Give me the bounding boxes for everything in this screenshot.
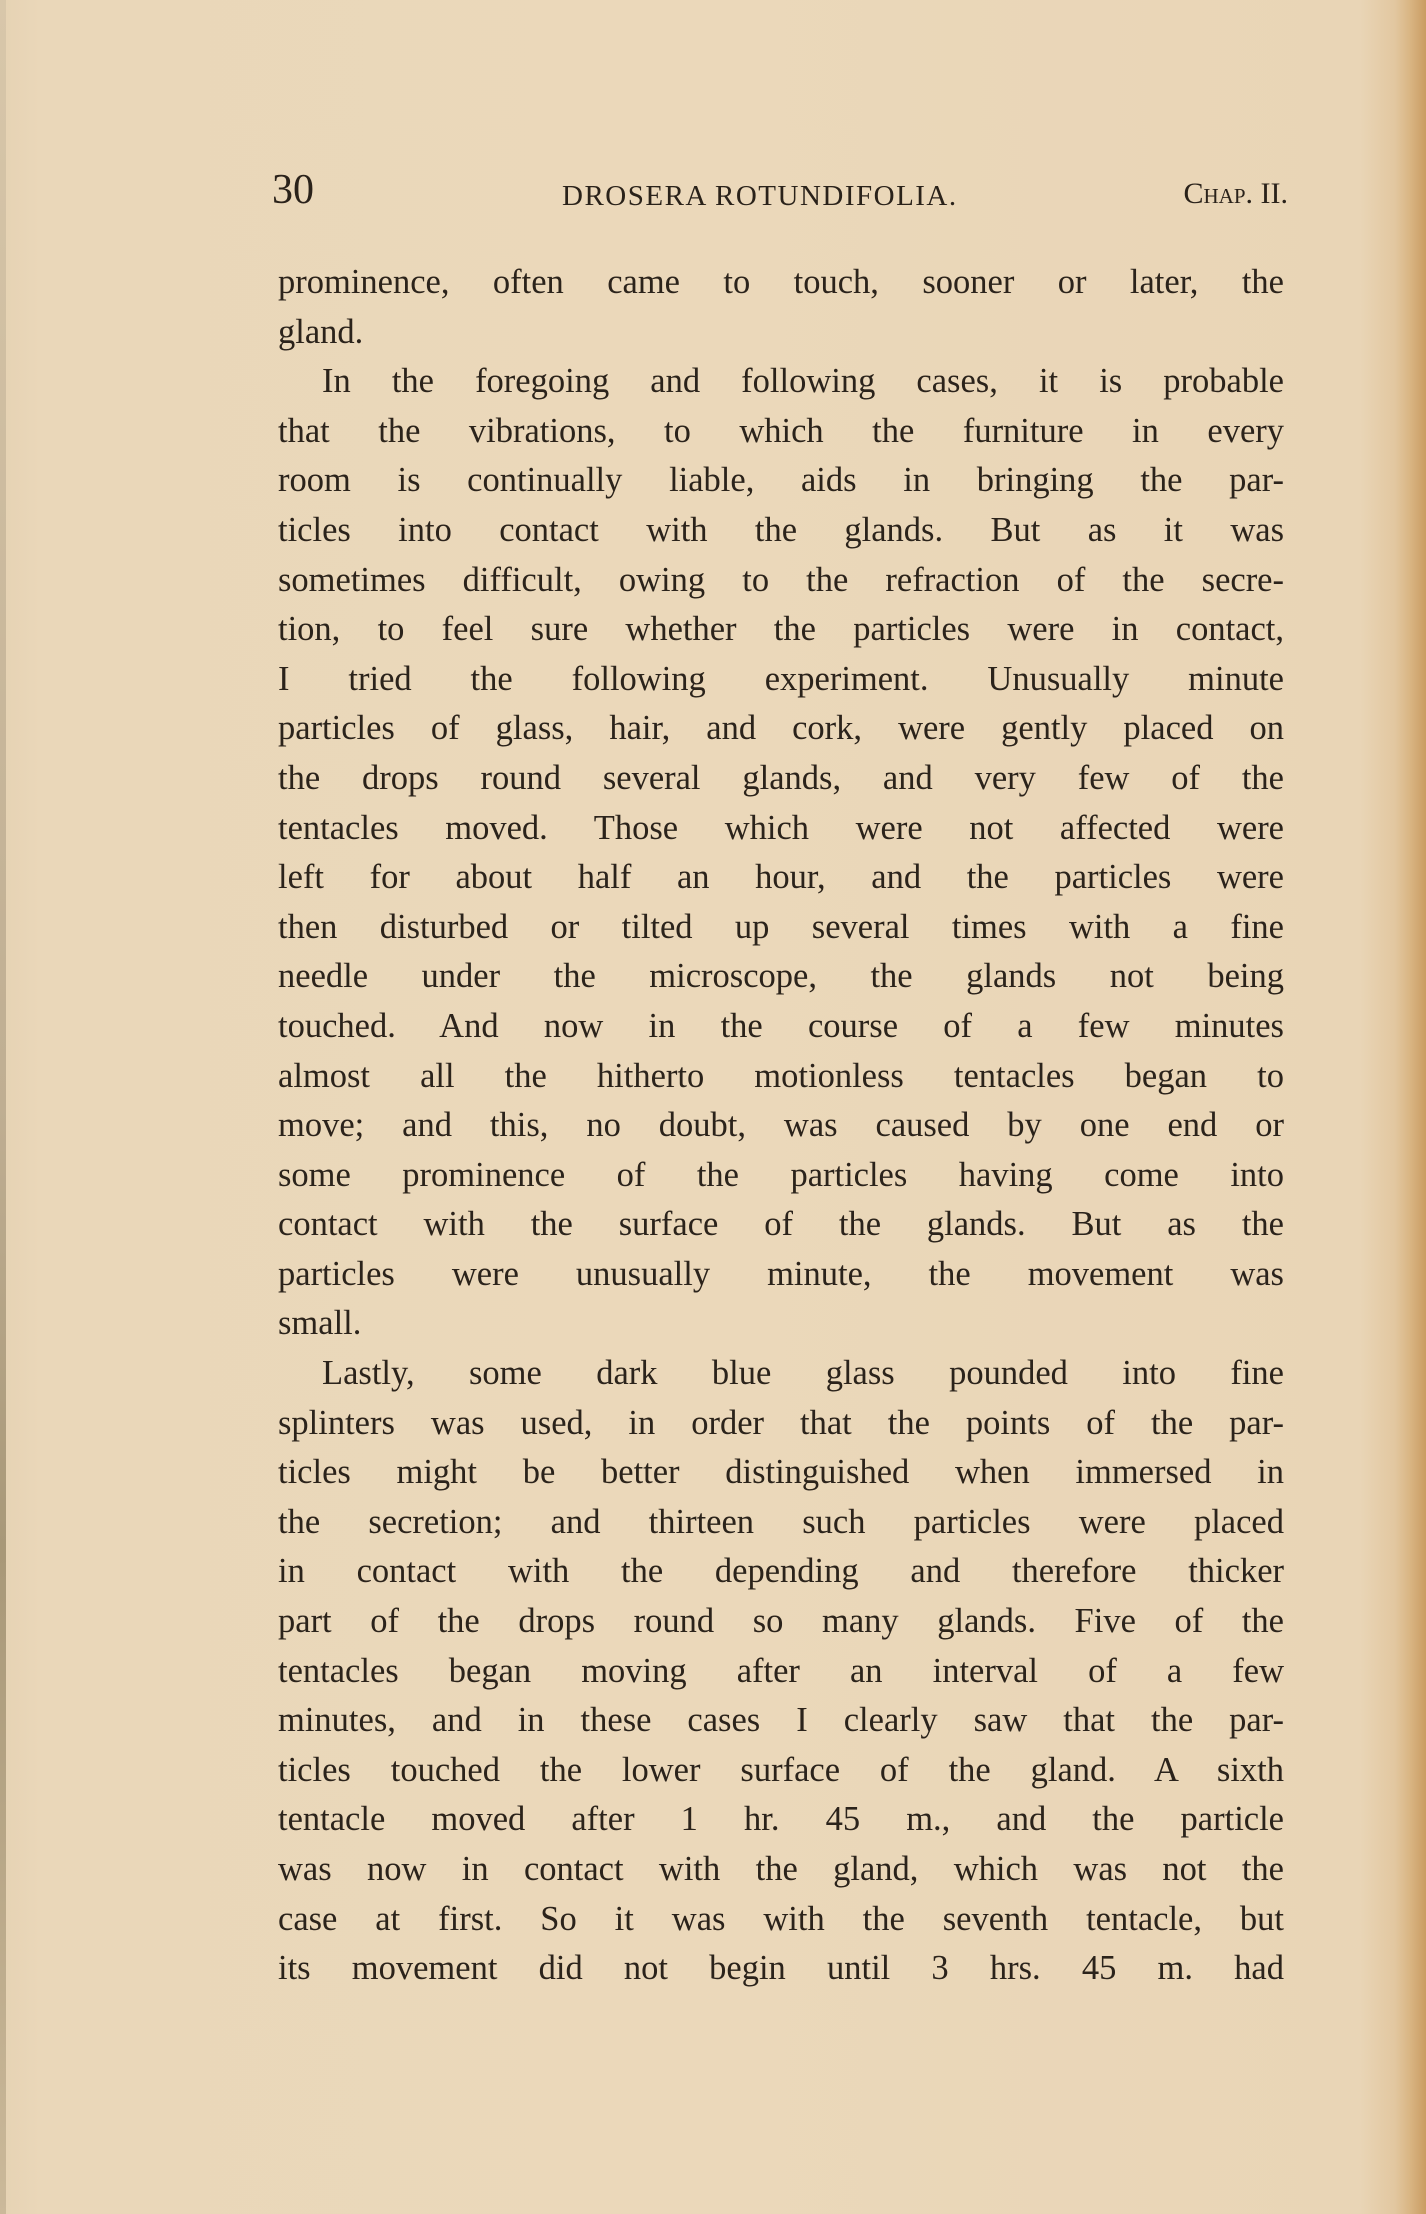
text-line: ticles might be better distinguished when immersed in (278, 1453, 1284, 1492)
text-line: ticles into contact with the glands. But as it was (278, 510, 1284, 549)
text-line: then disturbed or tilted up several times with a fine (278, 907, 1284, 946)
text-line: particles were unusually minute, the movement was (278, 1254, 1284, 1293)
text-line: particles of glass, hair, and cork, were gently placed on (278, 709, 1284, 748)
text-line: splinters was used, in order that the points of the par- (278, 1403, 1284, 1442)
text-line: needle under the microscope, the glands not being (278, 957, 1284, 996)
text-line: contact with the surface of the glands. But as the (278, 1205, 1284, 1244)
text-line: was now in contact with the gland, which was not the (278, 1850, 1284, 1888)
text-line: case at first. So it was with the seventh tentacle, but (278, 1899, 1284, 1938)
text-line: tion, to feel sure whether the particles were in contact, (278, 610, 1284, 649)
text-line: part of the drops round so many glands. Five of the (278, 1602, 1284, 1641)
text-line: almost all the hitherto motionless tentacles began to (278, 1056, 1284, 1095)
text-line: touched. And now in the course of a few minutes (278, 1006, 1284, 1045)
paragraph-start-line: Lastly, some dark blue glass pounded into fine (322, 1354, 1284, 1393)
body-text (278, 258, 1284, 1994)
text-line: its movement did not begin until 3 hrs. 45 m. had (278, 1949, 1284, 1988)
text-line: sometimes difficult, owing to the refraction of the secre- (278, 560, 1284, 599)
paragraph-start-line: In the foregoing and following cases, it is probable (322, 362, 1284, 401)
chapter-reference: Chap. II. (1183, 177, 1288, 210)
text-line: tentacles began moving after an interval of a few (278, 1651, 1284, 1690)
text-line: the secretion; and thirteen such particles were placed (278, 1502, 1284, 1541)
text-line: small. (278, 1304, 362, 1343)
page-left-edge (0, 0, 6, 2214)
text-line: tentacle moved after 1 hr. 45 m., and the particle (278, 1800, 1284, 1839)
text-line: the drops round several glands, and very few of the (278, 758, 1284, 797)
running-title: DROSERA ROTUNDIFOLIA. (562, 180, 958, 212)
text-line: minutes, and in these cases I clearly saw that the par- (278, 1701, 1284, 1740)
text-line: prominence, often came to touch, sooner or later, the (278, 263, 1284, 301)
text-line: room is continually liable, aids in bringing the par- (278, 461, 1284, 500)
text-line: left for about half an hour, and the particles were (278, 858, 1284, 897)
text-line: gland. (278, 312, 364, 351)
text-line: tentacles moved. Those which were not affected were (278, 808, 1284, 847)
text-line: that the vibrations, to which the furniture in every (278, 411, 1284, 450)
text-line: in contact with the depending and therefore thicker (278, 1552, 1284, 1591)
text-line: ticles touched the lower surface of the gland. A sixth (278, 1750, 1284, 1789)
page-number: 30 (272, 167, 314, 213)
running-header (272, 160, 1288, 220)
text-line: move; and this, no doubt, was caused by one end or (278, 1106, 1284, 1145)
text-line: some prominence of the particles having come into (278, 1155, 1284, 1194)
text-line: I tried the following experiment. Unusually minute (278, 659, 1284, 698)
